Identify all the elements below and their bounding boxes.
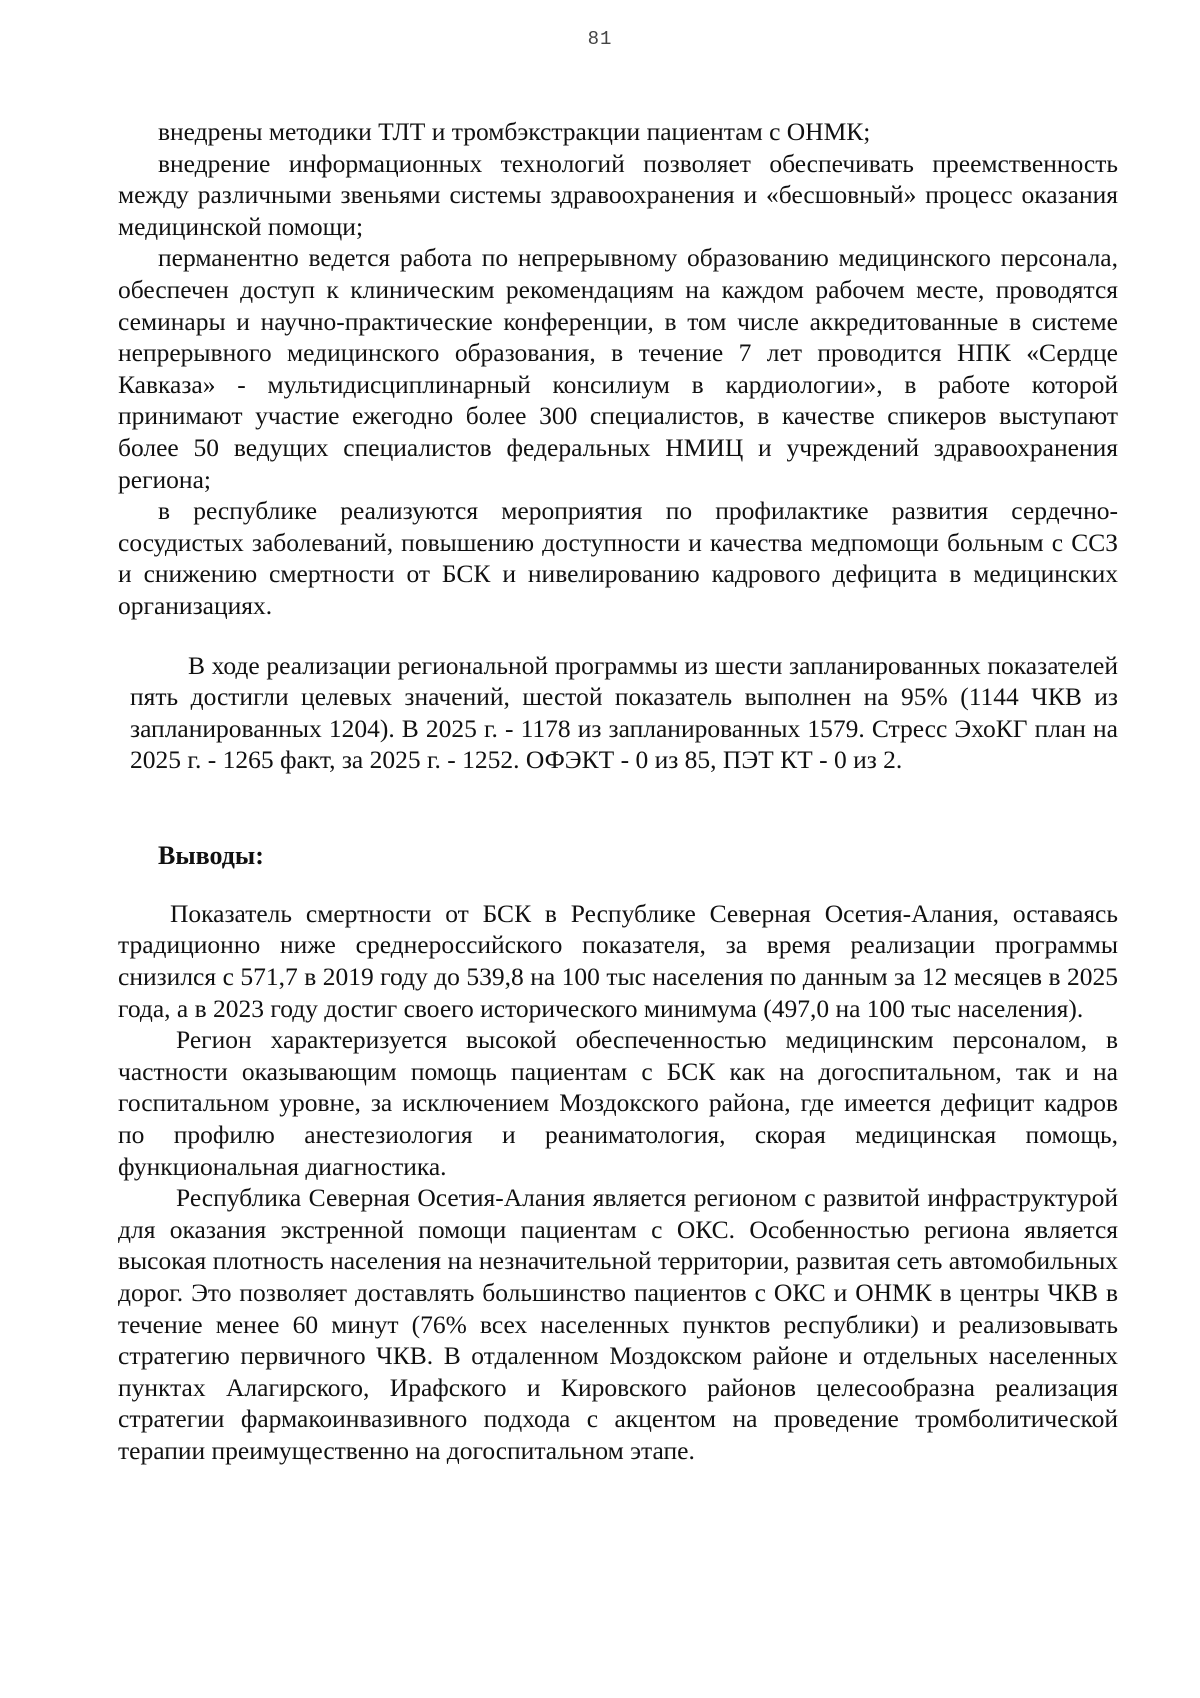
spacer	[118, 872, 1118, 898]
bullet-paragraph-1: внедрены методики ТЛТ и тромбэкстракции пациентам с ОНМК;	[158, 117, 871, 146]
page-content	[118, 116, 1118, 1467]
conclusion-paragraph-1: Показатель смертности от БСК в Республике Северная Осетия-Алания, оставаясь традиционно ниже среднероссийского показателя, за время реализации программы снизился с 571,7 в 2019 году до 539,8 на 100 тыс населения по данным за 12 месяцев в 2025 года, а в 2023 году достиг своего исторического минимума (497,0 на 100 тыс населения).	[118, 898, 1118, 1023]
bullet-paragraph-2: внедрение информационных технологий позволяет обеспечивать преемственность между различными звеньями системы здравоохранения и «бесшовный» процесс оказания медицинской помощи;	[118, 148, 1118, 241]
page-number: 81	[587, 28, 613, 50]
bullet-paragraph-4: в республике реализуются мероприятия по профилактике развития сердечно-сосудистых заболеваний, повышению доступности и качества медпомощи больным с ССЗ и снижению смертности от БСК и нивелированию кадрового дефицита в медицинских организациях.	[118, 496, 1118, 620]
conclusion-paragraph-2: Регион характеризуется высокой обеспеченностью медицинским персоналом, в частности оказывающим помощь пациентам с БСК как на догоспитальном, так и на госпитальном уровне, за исключением Моздокского района, где имеется дефицит кадров по профилю анестезиология и реаниматология, скорая медицинская помощь, функциональная диагностика.	[118, 1025, 1118, 1181]
bullet-paragraph-3: перманентно ведется работа по непрерывному образованию медицинского персонала, обеспечен доступ к клиническим рекомендациям на каждом рабочем месте, проводятся семинары и научно-практические конференции, в том числе аккредитованные в системе непрерывного медицинского образования, в течение 7 лет проводится НПК «Сердце Кавказа» - мультидисциплинарный консилиум в кардиологии», в работе которой принимают участие ежегодно более 300 специалистов, в качестве спикеров выступают более 50 ведущих специалистов федеральных НМИЦ и учреждений здравоохранения региона;	[118, 243, 1118, 494]
results-paragraph: В ходе реализации региональной программы из шести запланированных показателей пять достигли целевых значений, шестой показатель выполнен на 95% (1144 ЧКВ из запланированных 1204). В 2025 г. - 1178 из запланированных 1579. Стресс ЭхоКГ план на 2025 г. - 1265 факт, за 2025 г. - 1252. ОФЭКТ - 0 из 85, ПЭТ КТ - 0 из 2.	[130, 650, 1118, 775]
conclusions-heading: Выводы:	[158, 840, 264, 870]
conclusion-paragraph-3: Республика Северная Осетия-Алания является регионом с развитой инфраструктурой для оказания экстренной помощи пациентам с ОКС. Особенностью региона является высокая плотность населения на незначительной территории, развитая сеть автомобильных дорог. Это позволяет доставлять большинство пациентов с ОКС и ОНМК в центры ЧКВ в течение менее 60 минут (76% всех населенных пунктов республики) и реализовывать стратегию первичного ЧКВ. В отдаленном Моздокском районе и отдельных населенных пунктах Алагирского, Ирафского и Кировского районов целесообразна реализация стратегии фармакоинвазивного подхода с акцентом на проведение тромболитической терапии преимущественно на догоспитальном этапе.	[118, 1183, 1118, 1465]
spacer	[118, 622, 1118, 650]
spacer	[118, 776, 1118, 840]
